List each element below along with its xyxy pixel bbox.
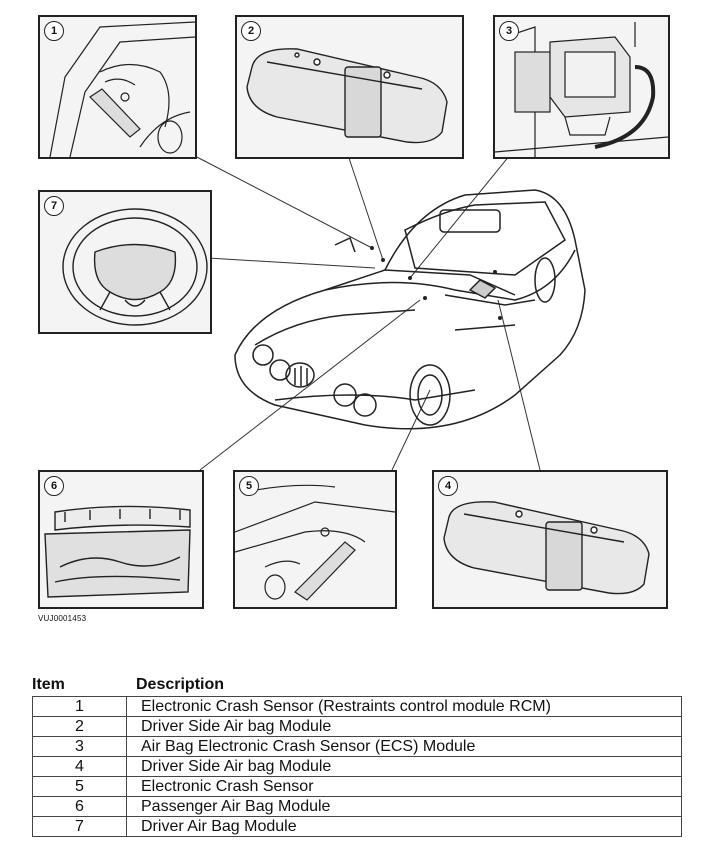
panel-number-2: 2	[241, 21, 261, 41]
panel-3	[493, 15, 670, 159]
item-number: 2	[33, 717, 127, 737]
item-number: 1	[33, 697, 127, 717]
item-description: Driver Air Bag Module	[127, 817, 682, 837]
legend-table	[32, 696, 682, 837]
ecs-module-illustration	[495, 17, 668, 157]
table-row	[33, 757, 682, 777]
crash-sensor-pillar-illustration	[235, 472, 395, 607]
crash-sensor-floor-illustration	[40, 17, 195, 157]
panel-1	[38, 15, 197, 159]
panel-7	[38, 190, 212, 334]
table-row	[33, 777, 682, 797]
panel-number-1: 1	[44, 21, 64, 41]
table-row	[33, 717, 682, 737]
panel-number-5: 5	[239, 476, 259, 496]
panel-number-3: 3	[499, 21, 519, 41]
steering-wheel-airbag-illustration	[40, 192, 210, 332]
item-description: Electronic Crash Sensor	[127, 777, 682, 797]
panel-number-7: 7	[44, 196, 64, 216]
car-illustration	[215, 180, 595, 460]
item-description: Electronic Crash Sensor (Restraints control module RCM)	[127, 697, 682, 717]
side-airbag-module-illustration	[237, 17, 462, 157]
side-airbag-module-illustration-2	[434, 472, 666, 607]
item-number: 5	[33, 777, 127, 797]
table-row	[33, 737, 682, 757]
panel-number-4: 4	[438, 476, 458, 496]
panel-4	[432, 470, 668, 609]
panel-2	[235, 15, 464, 159]
item-number: 7	[33, 817, 127, 837]
panel-number-6: 6	[44, 476, 64, 496]
item-column-header: Item	[32, 676, 65, 693]
item-number: 6	[33, 797, 127, 817]
panel-6	[38, 470, 204, 609]
table-row	[33, 797, 682, 817]
item-description: Driver Side Air bag Module	[127, 717, 682, 737]
table-row	[33, 817, 682, 837]
item-description: Passenger Air Bag Module	[127, 797, 682, 817]
panel-5	[233, 470, 397, 609]
description-column-header: Description	[136, 676, 225, 693]
item-description: Air Bag Electronic Crash Sensor (ECS) Module	[127, 737, 682, 757]
item-number: 4	[33, 757, 127, 777]
item-number: 3	[33, 737, 127, 757]
item-description: Driver Side Air bag Module	[127, 757, 682, 777]
passenger-airbag-module-illustration	[40, 472, 202, 607]
figure-code: VUJ0001453	[38, 614, 87, 623]
table-row	[33, 697, 682, 717]
